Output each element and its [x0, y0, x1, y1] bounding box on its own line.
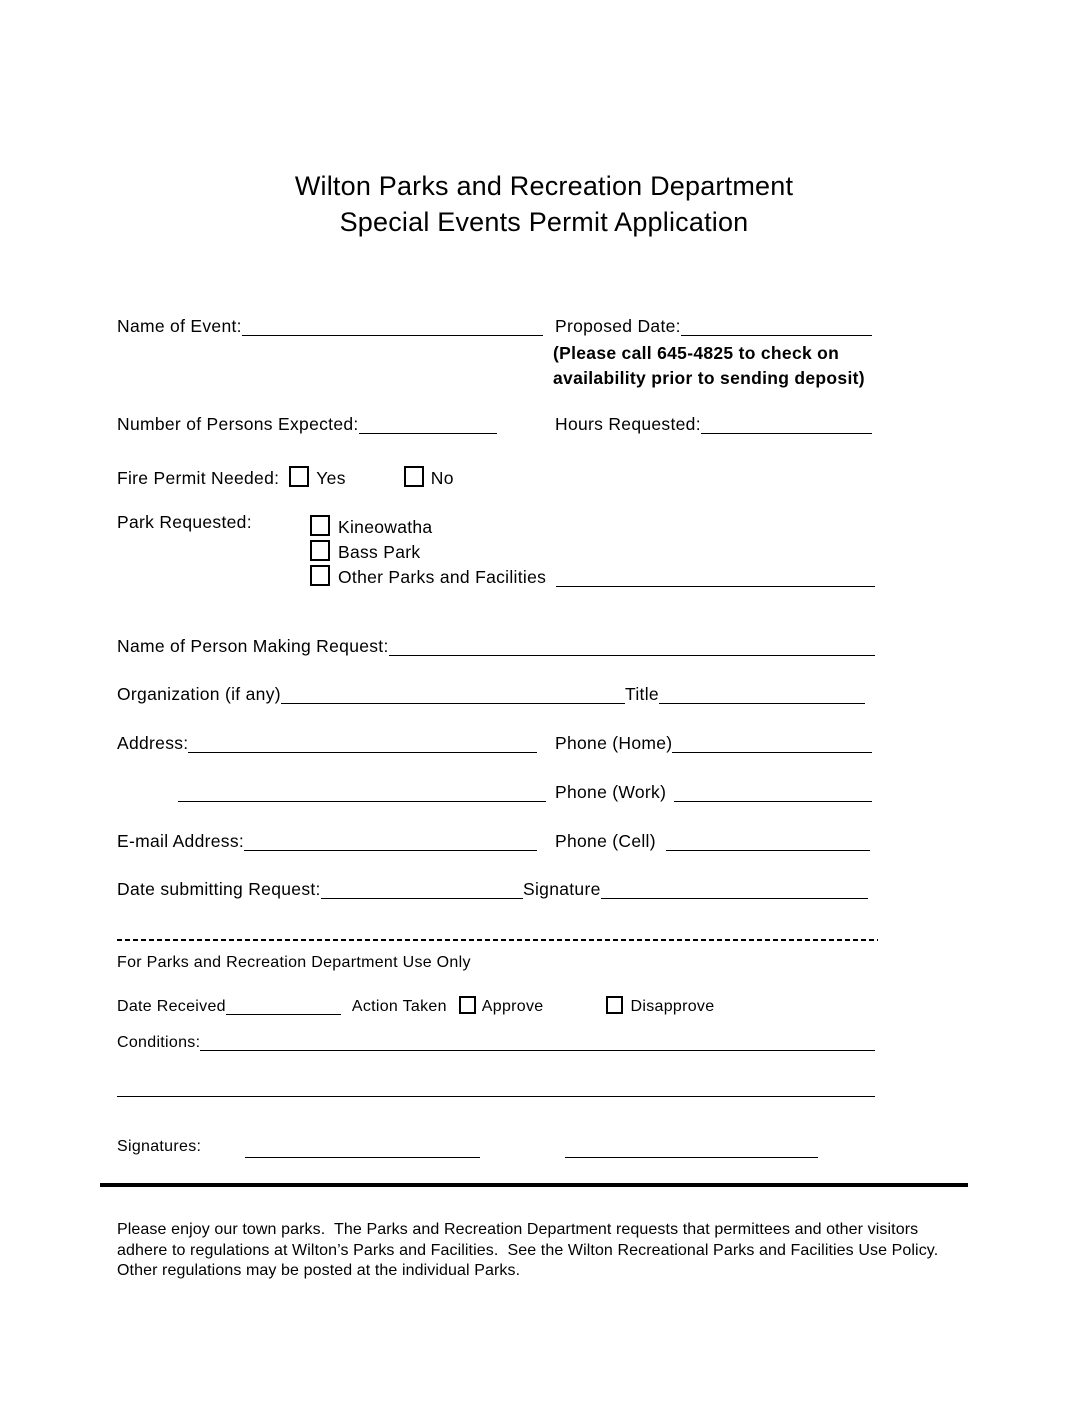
proposed-date-note — [553, 341, 953, 391]
field-phone-home — [555, 733, 872, 754]
field-address — [117, 733, 537, 754]
page-title — [0, 168, 1088, 240]
conditions-line2-input-line[interactable] — [117, 1096, 875, 1097]
name-of-event-input-line[interactable] — [242, 335, 543, 336]
hours-requested-label: Hours Requested: — [555, 414, 701, 434]
hours-requested-input-line[interactable] — [701, 433, 872, 434]
footer-note: Please enjoy our town parks. The Parks and Recreation Department requests that permittees and other visitors adhere to regulations at Wilton’s Parks and Facilities. See the Wilton Recreational Parks and Facilities Use Policy. Other regulations may be posted at the individual Parks. — [117, 1221, 948, 1279]
disapprove-label: Disapprove — [630, 998, 715, 1015]
action-taken-label: Action Taken — [351, 998, 447, 1015]
office-use-heading: For Parks and Recreation Department Use Only — [117, 954, 471, 971]
fire-permit-label: Fire Permit Needed: — [117, 468, 280, 488]
field-email — [117, 831, 537, 852]
field-conditions — [117, 1034, 875, 1052]
signature-label: Signature — [523, 879, 601, 899]
field-hours-requested — [555, 414, 872, 435]
phone-work-input-line[interactable] — [674, 801, 872, 802]
park-other-input-line[interactable] — [556, 586, 875, 587]
title-line-2: Special Events Permit Application — [339, 207, 749, 237]
park-requested-label-row — [117, 512, 252, 533]
fire-permit-no-label: No — [430, 468, 454, 488]
field-signature — [523, 879, 868, 900]
organization-label: Organization (if any) — [117, 684, 281, 704]
proposed-date-note-line-2: availability prior to sending deposit) — [553, 368, 865, 388]
email-label: E-mail Address: — [117, 831, 245, 851]
name-of-event-label: Name of Event: — [117, 316, 242, 336]
email-input-line[interactable] — [244, 850, 537, 851]
fire-permit-yes-label: Yes — [316, 468, 346, 488]
park-kineowatha-label: Kineowatha — [338, 517, 433, 537]
date-received-input-line[interactable] — [226, 1014, 341, 1015]
address-line2-input-line[interactable] — [178, 801, 546, 802]
park-kineowatha-checkbox[interactable] — [310, 515, 330, 536]
signature-line-1[interactable] — [245, 1157, 480, 1158]
park-option-other — [310, 562, 875, 588]
approve-checkbox[interactable] — [459, 996, 476, 1014]
park-other-checkbox[interactable] — [310, 565, 330, 586]
conditions-label: Conditions: — [117, 1034, 201, 1051]
park-other-label: Other Parks and Facilities — [338, 567, 547, 587]
park-bass-park-label: Bass Park — [338, 542, 421, 562]
field-person-making-request — [117, 636, 875, 657]
office-use-heading-row — [117, 954, 471, 972]
proposed-date-label: Proposed Date: — [555, 316, 681, 336]
organization-input-line[interactable] — [281, 703, 625, 704]
conditions-input-line[interactable] — [200, 1050, 875, 1051]
date-submitting-label: Date submitting Request: — [117, 879, 321, 899]
field-persons-expected — [117, 414, 497, 435]
signature-input-line[interactable] — [601, 898, 868, 899]
date-submitting-input-line[interactable] — [321, 898, 523, 899]
field-name-of-event — [117, 316, 543, 337]
section-divider-dashed — [117, 939, 878, 941]
park-bass-park-checkbox[interactable] — [310, 540, 330, 561]
field-phone-work — [555, 782, 872, 803]
phone-cell-label: Phone (Cell) — [555, 831, 656, 851]
title-line-1: Wilton Parks and Recreation Department — [294, 171, 794, 201]
signatures-label: Signatures: — [117, 1138, 202, 1155]
disapprove-checkbox[interactable] — [606, 996, 623, 1014]
address-input-line[interactable] — [188, 752, 537, 753]
fire-permit-no-checkbox[interactable] — [404, 466, 424, 487]
phone-home-input-line[interactable] — [672, 752, 872, 753]
park-option-kineowatha — [310, 512, 432, 538]
approve-label: Approve — [481, 998, 544, 1015]
persons-expected-input-line[interactable] — [359, 433, 497, 434]
field-proposed-date — [555, 316, 872, 337]
field-title — [625, 684, 865, 705]
phone-home-label: Phone (Home) — [555, 733, 673, 753]
park-option-bass-park — [310, 537, 420, 563]
field-date-submitting — [117, 879, 523, 900]
field-date-received-action — [117, 993, 714, 1016]
persons-expected-label: Number of Persons Expected: — [117, 414, 359, 434]
address-label: Address: — [117, 733, 189, 753]
proposed-date-note-line-1: (Please call 645-4825 to check on — [553, 343, 840, 363]
signatures-label-row — [117, 1138, 201, 1156]
field-organization — [117, 684, 625, 705]
bottom-rule — [100, 1183, 968, 1187]
park-requested-label: Park Requested: — [117, 512, 252, 532]
date-received-label: Date Received — [117, 998, 226, 1015]
title-input-line[interactable] — [659, 703, 865, 704]
title-label: Title — [625, 684, 659, 704]
field-phone-cell — [555, 831, 870, 852]
phone-work-label: Phone (Work) — [555, 782, 667, 802]
person-making-request-input-line[interactable] — [389, 655, 875, 656]
field-fire-permit — [117, 463, 454, 489]
proposed-date-input-line[interactable] — [681, 335, 872, 336]
fire-permit-yes-checkbox[interactable] — [289, 466, 309, 487]
phone-cell-input-line[interactable] — [666, 850, 870, 851]
person-making-request-label: Name of Person Making Request: — [117, 636, 389, 656]
signature-line-2[interactable] — [565, 1157, 818, 1158]
